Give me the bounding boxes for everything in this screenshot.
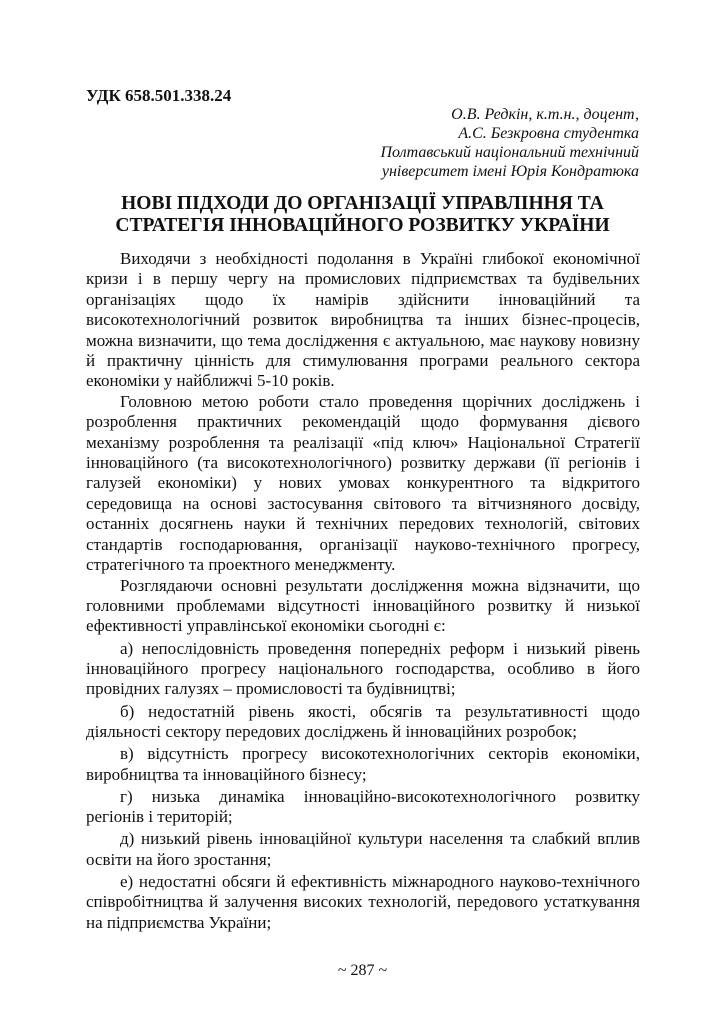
text-line: останніх досягнень науки й технічних передових технологій, світових <box>86 514 640 534</box>
article-title <box>60 193 665 237</box>
list-item <box>86 639 640 700</box>
text-line: виробництва та інноваційного бізнесу; <box>86 764 367 784</box>
list-item <box>86 702 640 743</box>
text-line: механізму розроблення та реалізації «під ключ» Національної Стратегії <box>86 432 640 452</box>
text-line: Головною метою роботи стало проведення щорічних досліджень і <box>120 391 640 411</box>
text-line: освіти на його зростання; <box>86 849 272 869</box>
text-line: стандартів господарювання, організації науково-технічного прогресу, <box>86 534 640 554</box>
authors-block <box>381 105 640 181</box>
affiliation-line: університет імені Юрія Кондратюка <box>381 163 639 180</box>
text-line: г) низька динаміка інноваційно-високотехнологічного розвитку <box>120 786 640 806</box>
text-line: головними проблемами відсутності інноваційного розвитку й низької <box>86 595 640 615</box>
title-line: НОВІ ПІДХОДИ ДО ОРГАНІЗАЦІЇ УПРАВЛІННЯ ТА <box>121 193 604 214</box>
text-line: а) непослідовність проведення попередніх реформ і низький рівень <box>120 638 640 658</box>
text-line: інноваційного (та високотехнологічного) розвитку держави (її регіонів і <box>86 453 640 473</box>
article-body <box>86 249 640 933</box>
title-line: СТРАТЕГІЯ ІННОВАЦІЙНОГО РОЗВИТКУ УКРАЇНИ <box>115 215 610 236</box>
text-line: на підприємства України; <box>86 912 272 932</box>
page-number: ~ 287 ~ <box>337 962 388 979</box>
list-item <box>86 829 640 870</box>
paragraph <box>86 249 640 392</box>
text-line: стратегічного та проектного менеджменту. <box>86 555 396 575</box>
text-line: організаціях щодо їх намірів здійснити інноваційний та <box>86 289 640 309</box>
text-line: економіки у найближчі 5-10 років. <box>86 371 335 391</box>
text-line: ефективності управлінської економіки сьогодні є: <box>86 616 446 636</box>
text-line: діяльності сектору передових досліджень й інноваційних розробок; <box>86 721 577 741</box>
author-line: О.В. Редкін, к.т.н., доцент, <box>451 106 639 123</box>
paragraph <box>86 576 640 637</box>
text-line: розроблення практичних рекомендацій щодо формування дієвого <box>86 412 640 432</box>
affiliation-line: Полтавський національний технічний <box>380 144 639 161</box>
text-line: провідних галузях – промисловості та будівництві; <box>86 679 456 699</box>
text-line: регіонів і територій; <box>86 807 233 827</box>
list-item <box>86 787 640 828</box>
text-line: в) відсутність прогресу високотехнологічних секторів економіки, <box>120 744 640 764</box>
text-line: співробітництва й залучення високих технологій, передового устаткування <box>86 892 640 912</box>
text-line: е) недостатні обсяги й ефективність міжнародного науково-технічного <box>120 871 640 891</box>
text-line: середовища на основі застосування світового та вітчизняного досвіду, <box>86 493 640 513</box>
text-line: галузей економіки) у нових умовах конкурентного та відкритого <box>86 473 640 493</box>
text-line: Розглядаючи основні результати дослідження можна відзначити, що <box>120 575 640 595</box>
text-line: д) низький рівень інноваційної культури населення та слабкий вплив <box>120 829 640 849</box>
udk-code: УДК 658.501.338.24 <box>86 86 232 105</box>
text-line: Виходячи з необхідності подолання в Україні глибокої економічної <box>120 249 640 268</box>
text-line: інноваційного прогресу національного господарства, особливо в його <box>86 658 640 678</box>
text-line: й практичну цінність для стимулювання програми реального сектора <box>86 351 640 371</box>
text-line: можна визначити, що тема дослідження є актуальною, має наукову новизну <box>86 330 640 350</box>
author-line: А.С. Безкровна студентка <box>458 125 639 142</box>
text-line: кризи і в першу чергу на промислових підприємствах та будівельних <box>86 269 640 289</box>
list-item <box>86 744 640 785</box>
text-line: б) недостатній рівень якості, обсягів та результативності щодо <box>120 701 640 721</box>
list-item <box>86 872 640 933</box>
text-line: високотехнологічний розвиток виробництва та інших бізнес-процесів, <box>86 310 640 330</box>
paragraph <box>86 392 640 576</box>
